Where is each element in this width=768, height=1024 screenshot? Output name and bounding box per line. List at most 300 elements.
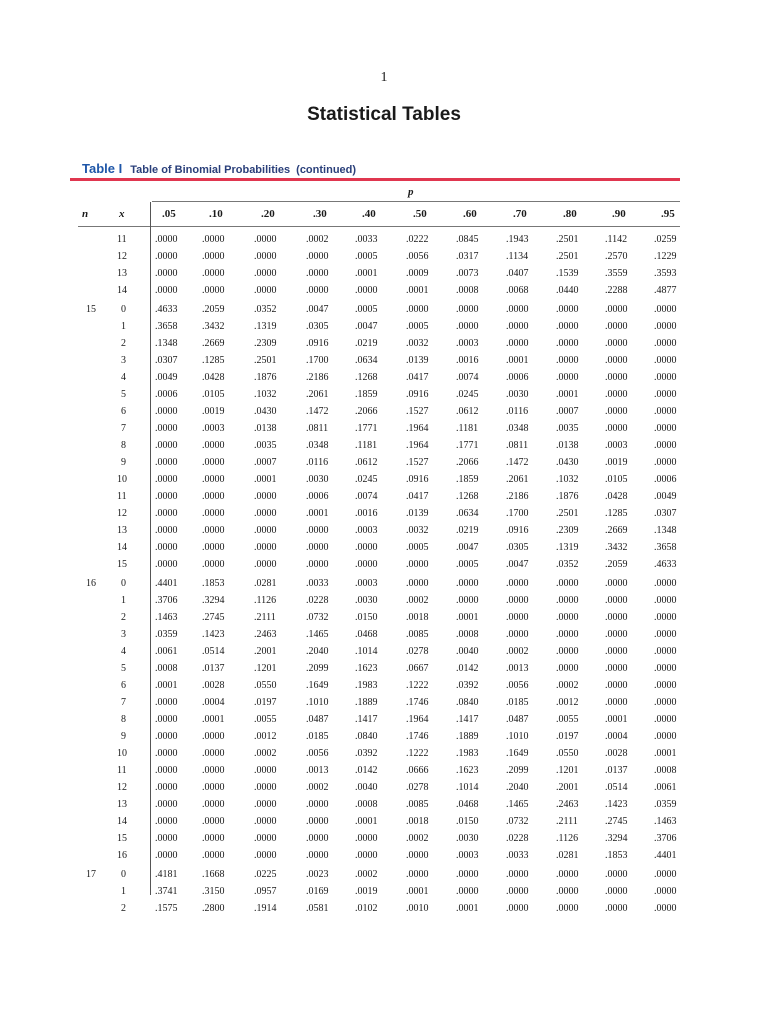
cell-probability: .0811 bbox=[306, 423, 329, 434]
cell-probability: .0068 bbox=[506, 285, 529, 296]
cell-probability: .0278 bbox=[406, 782, 429, 793]
table-row bbox=[0, 883, 768, 900]
table-row bbox=[0, 796, 768, 813]
cell-probability: .0002 bbox=[306, 782, 329, 793]
header-p-value: .05 bbox=[162, 208, 176, 220]
cell-probability: .1472 bbox=[506, 457, 529, 468]
cell-probability: .0000 bbox=[654, 457, 677, 468]
cell-probability: .0004 bbox=[202, 697, 225, 708]
table-row bbox=[0, 575, 768, 592]
cell-probability: .0000 bbox=[202, 833, 225, 844]
cell-probability: .0392 bbox=[355, 748, 378, 759]
cell-probability: .0000 bbox=[155, 234, 178, 245]
cell-probability: .1700 bbox=[506, 508, 529, 519]
table-row bbox=[0, 609, 768, 626]
cell-probability: .0487 bbox=[306, 714, 329, 725]
cell-probability: .1201 bbox=[556, 765, 579, 776]
cell-probability: .1876 bbox=[254, 372, 277, 383]
table-continued-note: (continued) bbox=[296, 164, 357, 176]
header-bottom-rule bbox=[78, 226, 680, 227]
cell-probability: .0000 bbox=[556, 663, 579, 674]
cell-x: 1 bbox=[121, 595, 126, 606]
cell-probability: .0001 bbox=[202, 714, 225, 725]
cell-probability: .4401 bbox=[654, 850, 677, 861]
cell-probability: .0000 bbox=[605, 646, 628, 657]
table-row bbox=[0, 454, 768, 471]
cell-probability: .0392 bbox=[456, 680, 479, 691]
cell-probability: .0732 bbox=[306, 612, 329, 623]
cell-probability: .0001 bbox=[355, 268, 378, 279]
cell-x: 8 bbox=[121, 714, 126, 725]
cell-probability: .2463 bbox=[254, 629, 277, 640]
cell-probability: .2745 bbox=[202, 612, 225, 623]
cell-probability: .0085 bbox=[406, 799, 429, 810]
table-row bbox=[0, 335, 768, 352]
cell-probability: .4181 bbox=[155, 869, 178, 880]
table-row bbox=[0, 866, 768, 883]
table-row bbox=[0, 813, 768, 830]
cell-probability: .0000 bbox=[654, 372, 677, 383]
cell-probability: .0033 bbox=[355, 234, 378, 245]
cell-probability: .0055 bbox=[556, 714, 579, 725]
p-column-label: p bbox=[408, 186, 414, 198]
cell-probability: .0012 bbox=[254, 731, 277, 742]
cell-probability: .0013 bbox=[306, 765, 329, 776]
cell-probability: .1853 bbox=[202, 578, 225, 589]
table-row bbox=[0, 556, 768, 573]
cell-probability: .0001 bbox=[605, 714, 628, 725]
cell-probability: .0000 bbox=[406, 850, 429, 861]
table-row bbox=[0, 505, 768, 522]
cell-probability: .0666 bbox=[406, 765, 429, 776]
cell-probability: .0000 bbox=[556, 869, 579, 880]
cell-probability: .4633 bbox=[654, 559, 677, 570]
cell-probability: .3432 bbox=[202, 321, 225, 332]
cell-probability: .0056 bbox=[406, 251, 429, 262]
cell-probability: .0840 bbox=[355, 731, 378, 742]
cell-probability: .0002 bbox=[506, 646, 529, 657]
cell-probability: .0000 bbox=[654, 714, 677, 725]
cell-x: 4 bbox=[121, 646, 126, 657]
cell-probability: .0000 bbox=[406, 559, 429, 570]
cell-probability: .1222 bbox=[406, 748, 429, 759]
cell-probability: .1285 bbox=[202, 355, 225, 366]
cell-probability: .1032 bbox=[254, 389, 277, 400]
cell-x: 12 bbox=[117, 782, 127, 793]
cell-probability: .0000 bbox=[456, 578, 479, 589]
cell-probability: .0009 bbox=[406, 268, 429, 279]
cell-probability: .0222 bbox=[406, 234, 429, 245]
cell-probability: .0245 bbox=[456, 389, 479, 400]
cell-probability: .1463 bbox=[155, 612, 178, 623]
cell-probability: .0000 bbox=[254, 765, 277, 776]
cell-x: 2 bbox=[121, 903, 126, 914]
cell-probability: .0000 bbox=[155, 782, 178, 793]
table-caption bbox=[82, 161, 356, 176]
header-p-value: .50 bbox=[413, 208, 427, 220]
cell-probability: .0000 bbox=[306, 850, 329, 861]
cell-probability: .2309 bbox=[556, 525, 579, 536]
cell-probability: .0005 bbox=[406, 321, 429, 332]
cell-probability: .0169 bbox=[306, 886, 329, 897]
cell-probability: .0033 bbox=[506, 850, 529, 861]
cell-probability: .0000 bbox=[506, 595, 529, 606]
cell-probability: .0000 bbox=[155, 423, 178, 434]
page-number: 1 bbox=[380, 70, 388, 85]
cell-probability: .0000 bbox=[556, 355, 579, 366]
cell-probability: .0018 bbox=[406, 816, 429, 827]
cell-probability: .0012 bbox=[556, 697, 579, 708]
cell-probability: .0000 bbox=[155, 799, 178, 810]
cell-probability: .0000 bbox=[556, 578, 579, 589]
cell-probability: .1126 bbox=[556, 833, 579, 844]
cell-x: 9 bbox=[121, 457, 126, 468]
cell-probability: .0002 bbox=[306, 234, 329, 245]
cell-probability: .0040 bbox=[456, 646, 479, 657]
cell-probability: .0000 bbox=[654, 869, 677, 880]
cell-probability: .3294 bbox=[605, 833, 628, 844]
cell-probability: .0028 bbox=[605, 748, 628, 759]
cell-probability: .0000 bbox=[605, 321, 628, 332]
cell-probability: .0000 bbox=[654, 389, 677, 400]
cell-probability: .0348 bbox=[306, 440, 329, 451]
cell-probability: .0000 bbox=[202, 731, 225, 742]
cell-probability: .1649 bbox=[506, 748, 529, 759]
cell-probability: .0000 bbox=[155, 850, 178, 861]
cell-probability: .2061 bbox=[506, 474, 529, 485]
header-p-value: .90 bbox=[612, 208, 626, 220]
cell-probability: .0142 bbox=[456, 663, 479, 674]
cell-probability: .0047 bbox=[355, 321, 378, 332]
cell-probability: .0307 bbox=[654, 508, 677, 519]
cell-probability: .0006 bbox=[506, 372, 529, 383]
cell-probability: .0000 bbox=[654, 595, 677, 606]
cell-probability: .2309 bbox=[254, 338, 277, 349]
cell-probability: .0000 bbox=[605, 406, 628, 417]
cell-probability: .0417 bbox=[406, 491, 429, 502]
cell-probability: .1134 bbox=[506, 251, 529, 262]
cell-x: 13 bbox=[117, 799, 127, 810]
cell-probability: .0514 bbox=[202, 646, 225, 657]
cell-probability: .0000 bbox=[155, 491, 178, 502]
header-p-value: .40 bbox=[362, 208, 376, 220]
cell-probability: .0197 bbox=[254, 697, 277, 708]
cell-probability: .1983 bbox=[456, 748, 479, 759]
cell-probability: .0000 bbox=[654, 731, 677, 742]
header-p-value: .10 bbox=[209, 208, 223, 220]
cell-probability: .0957 bbox=[254, 886, 277, 897]
cell-probability: .0139 bbox=[406, 355, 429, 366]
cell-probability: .0056 bbox=[506, 680, 529, 691]
cell-probability: .2111 bbox=[254, 612, 276, 623]
cell-probability: .1417 bbox=[355, 714, 378, 725]
cell-probability: .0845 bbox=[456, 234, 479, 245]
cell-probability: .0102 bbox=[355, 903, 378, 914]
cell-probability: .0612 bbox=[456, 406, 479, 417]
cell-probability: .0006 bbox=[306, 491, 329, 502]
cell-x: 6 bbox=[121, 406, 126, 417]
cell-probability: .0000 bbox=[406, 578, 429, 589]
cell-probability: .4401 bbox=[155, 578, 178, 589]
cell-probability: .1319 bbox=[254, 321, 277, 332]
cell-probability: .3559 bbox=[605, 268, 628, 279]
cell-probability: .0138 bbox=[556, 440, 579, 451]
cell-probability: .1032 bbox=[556, 474, 579, 485]
table-row bbox=[0, 847, 768, 864]
table-row bbox=[0, 762, 768, 779]
cell-probability: .0000 bbox=[605, 372, 628, 383]
cell-probability: .0000 bbox=[155, 765, 178, 776]
cell-probability: .0000 bbox=[306, 285, 329, 296]
cell-probability: .0056 bbox=[306, 748, 329, 759]
cell-probability: .0002 bbox=[406, 833, 429, 844]
cell-probability: .0008 bbox=[456, 285, 479, 296]
cell-probability: .0916 bbox=[406, 389, 429, 400]
cell-probability: .0001 bbox=[306, 508, 329, 519]
cell-probability: .0305 bbox=[306, 321, 329, 332]
cell-probability: .0000 bbox=[456, 869, 479, 880]
cell-probability: .0000 bbox=[654, 355, 677, 366]
cell-probability: .0000 bbox=[506, 578, 529, 589]
table-row bbox=[0, 779, 768, 796]
cell-probability: .0008 bbox=[456, 629, 479, 640]
cell-probability: .1575 bbox=[155, 903, 178, 914]
cell-probability: .0000 bbox=[155, 251, 178, 262]
cell-probability: .0000 bbox=[202, 508, 225, 519]
cell-probability: .1771 bbox=[456, 440, 479, 451]
cell-x: 1 bbox=[121, 321, 126, 332]
cell-probability: .0019 bbox=[355, 886, 378, 897]
cell-x: 10 bbox=[117, 748, 127, 759]
cell-probability: .0061 bbox=[155, 646, 178, 657]
cell-probability: .0634 bbox=[456, 508, 479, 519]
cell-probability: .0000 bbox=[506, 629, 529, 640]
cell-probability: .0000 bbox=[605, 903, 628, 914]
cell-x: 14 bbox=[117, 542, 127, 553]
cell-probability: .0000 bbox=[254, 234, 277, 245]
cell-probability: .0074 bbox=[355, 491, 378, 502]
cell-probability: .0000 bbox=[202, 765, 225, 776]
cell-probability: .0000 bbox=[202, 559, 225, 570]
table-row bbox=[0, 660, 768, 677]
cell-probability: .0000 bbox=[306, 525, 329, 536]
header-p-value: .30 bbox=[313, 208, 327, 220]
cell-probability: .1668 bbox=[202, 869, 225, 880]
cell-probability: .0245 bbox=[355, 474, 378, 485]
cell-probability: .0000 bbox=[605, 389, 628, 400]
cell-probability: .0000 bbox=[654, 697, 677, 708]
cell-probability: .0000 bbox=[605, 680, 628, 691]
table-row bbox=[0, 437, 768, 454]
cell-probability: .0000 bbox=[605, 304, 628, 315]
cell-probability: .0000 bbox=[456, 304, 479, 315]
cell-probability: .3432 bbox=[605, 542, 628, 553]
cell-probability: .0000 bbox=[605, 869, 628, 880]
cell-probability: .1859 bbox=[456, 474, 479, 485]
cell-probability: .0018 bbox=[406, 612, 429, 623]
cell-probability: .1423 bbox=[202, 629, 225, 640]
cell-probability: .0000 bbox=[456, 321, 479, 332]
header-p-value: .70 bbox=[513, 208, 527, 220]
cell-probability: .0359 bbox=[654, 799, 677, 810]
cell-probability: .1889 bbox=[456, 731, 479, 742]
cell-probability: .1943 bbox=[506, 234, 529, 245]
cell-probability: .0005 bbox=[355, 304, 378, 315]
cell-probability: .2501 bbox=[556, 251, 579, 262]
cell-probability: .0281 bbox=[556, 850, 579, 861]
cell-probability: .1229 bbox=[654, 251, 677, 262]
table-row bbox=[0, 318, 768, 335]
cell-x: 0 bbox=[121, 578, 126, 589]
cell-x: 3 bbox=[121, 355, 126, 366]
header-p-value: .80 bbox=[563, 208, 577, 220]
cell-probability: .0000 bbox=[202, 748, 225, 759]
cell-probability: .0317 bbox=[456, 251, 479, 262]
cell-probability: .0000 bbox=[155, 748, 178, 759]
cell-probability: .0000 bbox=[306, 542, 329, 553]
cell-probability: .0000 bbox=[254, 285, 277, 296]
cell-probability: .0228 bbox=[306, 595, 329, 606]
cell-probability: .0105 bbox=[202, 389, 225, 400]
cell-x: 7 bbox=[121, 697, 126, 708]
cell-x: 13 bbox=[117, 525, 127, 536]
cell-probability: .1348 bbox=[654, 525, 677, 536]
cell-probability: .0916 bbox=[306, 338, 329, 349]
cell-probability: .0000 bbox=[155, 816, 178, 827]
cell-probability: .0916 bbox=[406, 474, 429, 485]
cell-x: 14 bbox=[117, 816, 127, 827]
cell-probability: .1539 bbox=[556, 268, 579, 279]
cell-probability: .1465 bbox=[306, 629, 329, 640]
cell-x: 12 bbox=[117, 508, 127, 519]
cell-probability: .1527 bbox=[406, 406, 429, 417]
cell-probability: .2186 bbox=[506, 491, 529, 502]
cell-probability: .0430 bbox=[556, 457, 579, 468]
cell-probability: .0000 bbox=[202, 782, 225, 793]
cell-x: 16 bbox=[117, 850, 127, 861]
cell-probability: .0010 bbox=[406, 903, 429, 914]
cell-probability: .0514 bbox=[605, 782, 628, 793]
cell-probability: .0278 bbox=[406, 646, 429, 657]
cell-probability: .0000 bbox=[254, 268, 277, 279]
cell-n: 15 bbox=[86, 304, 96, 315]
cell-probability: .1014 bbox=[355, 646, 378, 657]
cell-probability: .0487 bbox=[506, 714, 529, 725]
cell-probability: .0001 bbox=[355, 816, 378, 827]
cell-probability: .0000 bbox=[155, 268, 178, 279]
cell-probability: .0105 bbox=[605, 474, 628, 485]
cell-probability: .0047 bbox=[306, 304, 329, 315]
cell-probability: .0000 bbox=[406, 304, 429, 315]
cell-probability: .0000 bbox=[202, 799, 225, 810]
table-row bbox=[0, 352, 768, 369]
cell-probability: .0000 bbox=[556, 338, 579, 349]
cell-probability: .1964 bbox=[406, 440, 429, 451]
cell-probability: .0007 bbox=[556, 406, 579, 417]
table-row bbox=[0, 471, 768, 488]
cell-probability: .0000 bbox=[155, 508, 178, 519]
cell-probability: .1142 bbox=[605, 234, 628, 245]
cell-probability: .0000 bbox=[202, 234, 225, 245]
cell-probability: .1465 bbox=[506, 799, 529, 810]
cell-probability: .1423 bbox=[605, 799, 628, 810]
cell-x: 5 bbox=[121, 389, 126, 400]
cell-probability: .0000 bbox=[202, 542, 225, 553]
cell-probability: .0000 bbox=[202, 850, 225, 861]
cell-probability: .0000 bbox=[605, 578, 628, 589]
cell-probability: .0016 bbox=[355, 508, 378, 519]
cell-probability: .1771 bbox=[355, 423, 378, 434]
cell-probability: .0000 bbox=[202, 251, 225, 262]
cell-probability: .2061 bbox=[306, 389, 329, 400]
cell-probability: .1285 bbox=[605, 508, 628, 519]
cell-probability: .0000 bbox=[605, 629, 628, 640]
cell-probability: .2501 bbox=[556, 508, 579, 519]
cell-probability: .0000 bbox=[355, 850, 378, 861]
cell-probability: .3706 bbox=[155, 595, 178, 606]
cell-probability: .1889 bbox=[355, 697, 378, 708]
cell-probability: .0137 bbox=[202, 663, 225, 674]
cell-probability: .2669 bbox=[202, 338, 225, 349]
cell-probability: .0005 bbox=[406, 542, 429, 553]
cell-probability: .1859 bbox=[355, 389, 378, 400]
table-row bbox=[0, 488, 768, 505]
cell-probability: .1268 bbox=[456, 491, 479, 502]
cell-probability: .0000 bbox=[456, 595, 479, 606]
cell-probability: .0003 bbox=[605, 440, 628, 451]
table-row bbox=[0, 900, 768, 917]
cell-probability: .0259 bbox=[654, 234, 677, 245]
cell-probability: .0002 bbox=[254, 748, 277, 759]
cell-probability: .0000 bbox=[254, 525, 277, 536]
cell-probability: .0000 bbox=[155, 440, 178, 451]
cell-probability: .0000 bbox=[155, 833, 178, 844]
cell-probability: .2111 bbox=[556, 816, 578, 827]
cell-x: 0 bbox=[121, 869, 126, 880]
cell-probability: .2745 bbox=[605, 816, 628, 827]
table-row bbox=[0, 728, 768, 745]
cell-probability: .1649 bbox=[306, 680, 329, 691]
cell-probability: .0138 bbox=[254, 423, 277, 434]
cell-probability: .0000 bbox=[605, 612, 628, 623]
cell-probability: .0001 bbox=[456, 903, 479, 914]
cell-probability: .3658 bbox=[155, 321, 178, 332]
cell-x: 12 bbox=[117, 251, 127, 262]
cell-probability: .0667 bbox=[406, 663, 429, 674]
cell-probability: .0000 bbox=[306, 251, 329, 262]
table-header-row bbox=[0, 205, 768, 223]
cell-probability: .0003 bbox=[456, 338, 479, 349]
cell-probability: .1222 bbox=[406, 680, 429, 691]
cell-probability: .0032 bbox=[406, 525, 429, 536]
cell-probability: .0000 bbox=[306, 559, 329, 570]
cell-probability: .0000 bbox=[556, 595, 579, 606]
cell-probability: .0840 bbox=[456, 697, 479, 708]
cell-probability: .1201 bbox=[254, 663, 277, 674]
cell-probability: .2099 bbox=[506, 765, 529, 776]
cell-probability: .0019 bbox=[202, 406, 225, 417]
cell-probability: .0000 bbox=[654, 321, 677, 332]
cell-probability: .0417 bbox=[406, 372, 429, 383]
cell-probability: .0000 bbox=[155, 525, 178, 536]
cell-probability: .0001 bbox=[654, 748, 677, 759]
cell-probability: .0000 bbox=[556, 646, 579, 657]
cell-probability: .0002 bbox=[406, 595, 429, 606]
cell-probability: .0000 bbox=[306, 816, 329, 827]
cell-x: 11 bbox=[117, 491, 127, 502]
cell-x: 4 bbox=[121, 372, 126, 383]
cell-n: 17 bbox=[86, 869, 96, 880]
